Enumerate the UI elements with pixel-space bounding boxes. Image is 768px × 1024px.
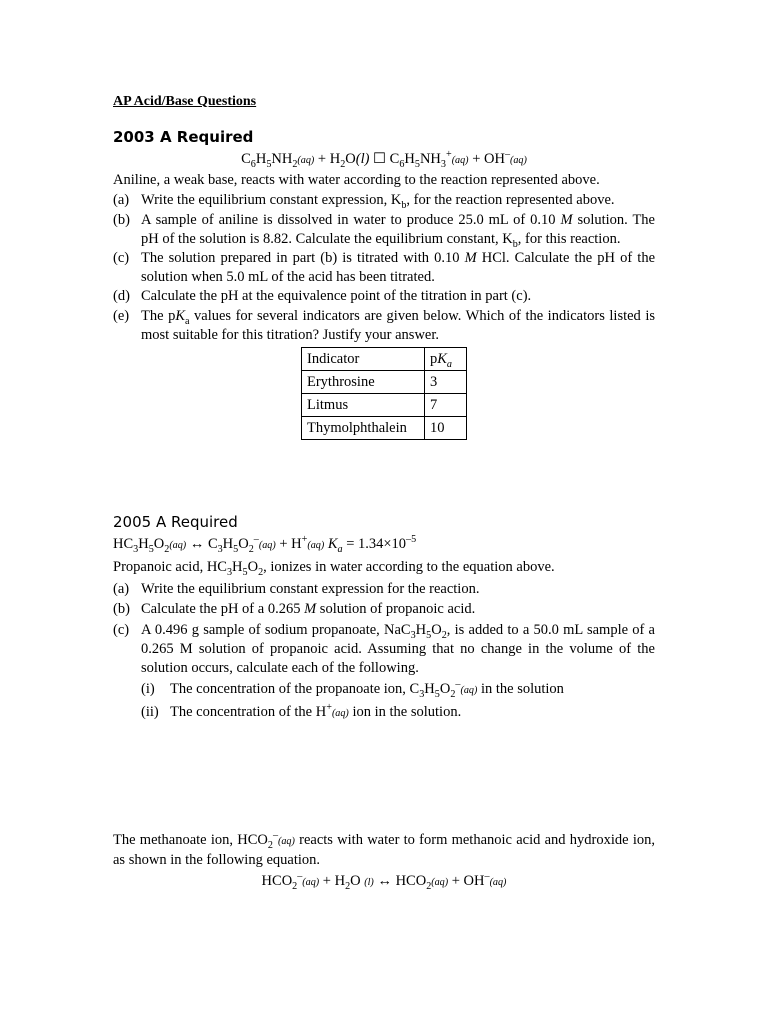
- section-heading-2005: 2005 A Required: [113, 513, 238, 531]
- question-part-d: (d) Calculate the pH at the equivalence point of the titration in part (c).: [113, 288, 532, 304]
- question-part-e: (e) The $pK_a$ values for several indicators are given below. Which of the indicators listed is most suitable for this titration? Justify your answer.: [113, 308, 655, 343]
- table-header-row: [302, 348, 467, 371]
- question-part-a: (a) Write the equilibrium constant expression, $K_b$, for the reaction represented above.: [113, 192, 615, 211]
- indicator-pka: 7: [425, 394, 467, 417]
- header-indicator: Indicator: [302, 348, 425, 371]
- aniline-intro: Aniline, a weak base, reacts with water according to the reaction represented above.: [113, 172, 600, 188]
- section-heading-2003: 2003 A Required: [113, 128, 254, 146]
- document-title: AP Acid/Base Questions: [113, 94, 257, 109]
- table-row: [302, 417, 467, 440]
- table-row: [302, 371, 467, 394]
- indicator-pka: 3: [425, 371, 467, 394]
- question2-part-c-ii: (ii) The concentration of the H+(aq) ion in the solution.: [141, 702, 462, 720]
- propanoic-intro: Propanoic acid, $HC_3H_5O_2$, ionizes in water according to the equation above.: [113, 559, 555, 578]
- methanoate-equation: $HCO_2^-(aq) + H_2O$ (l) ↔ $HCO_2(aq) + OH^-(aq)$: [261, 871, 507, 892]
- question-part-c: (c) The solution prepared in part (b) is titrated with 0.10 M HCl. Calculate the pH of the solution when 5.0 mL of the acid has been titrated.: [113, 250, 655, 285]
- question2-part-a: (a) Write the equilibrium constant expression for the reaction.: [113, 581, 480, 597]
- question2-part-c-i: (i) The concentration of the propanoate ion, $C_3H_5O_2^-(aq)$ in the solution: [141, 679, 564, 700]
- question2-part-b: (b) Calculate the pH of a 0.265 M solution of propanoic acid.: [113, 601, 476, 617]
- indicator-name: Erythrosine: [302, 371, 425, 394]
- indicator-name: Litmus: [302, 394, 425, 417]
- methanoate-paragraph: The methanoate ion, $HCO_2^-(aq)$ reacts with water to form methanoic acid and hydroxide ion, as shown in the following equation.: [113, 830, 655, 868]
- indicator-pka: 10: [425, 417, 467, 440]
- table-row: [302, 394, 467, 417]
- indicator-name: Thymolphthalein: [302, 417, 425, 440]
- indicator-table: [301, 347, 467, 440]
- aniline-equation: $C_6H_5NH_2(aq) + H_2O(l)$ ☐ $C_6H_5NH_3^+(aq) + OH^-(aq)$: [241, 149, 527, 170]
- propanoic-equation: $HC_3H_5O_2(aq)$ ↔ $C_3H_5O_2^-(aq) + H^+(aq) K_a = 1.34\times 10^{-5}$: [113, 534, 417, 555]
- header-pka: $pK_a$: [425, 348, 467, 371]
- question-part-b: (b) A sample of aniline is dissolved in water to produce 25.0 mL of 0.10 M solution. The pH of the solution is 8.82. Calculate the equilibrium constant, $K_b$, for this reaction.: [113, 212, 655, 250]
- question2-part-c: (c) A 0.496 g sample of sodium propanoate, $NaC_3H_5O_2$, is added to a 50.0 mL sample of a 0.265 M solution of propanoic acid. Assuming that no change in the volume of the solution occurs, calculate each of the following.: [113, 622, 655, 676]
